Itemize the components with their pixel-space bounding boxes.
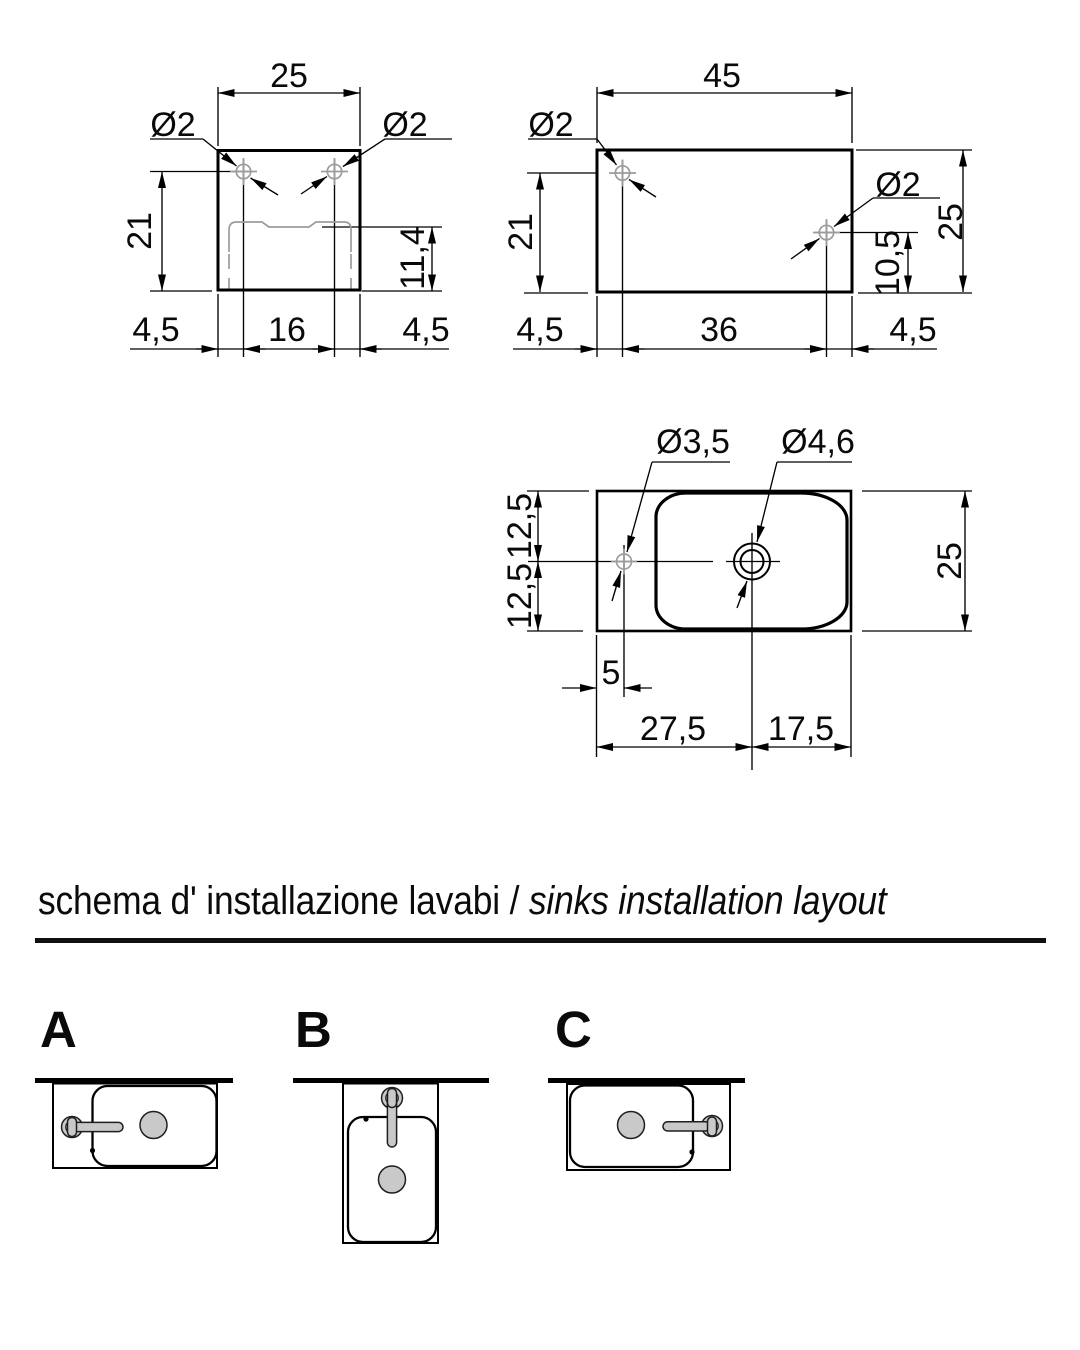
construction-lines bbox=[527, 462, 972, 770]
leader-arrow bbox=[343, 139, 385, 167]
layout-b bbox=[343, 1084, 438, 1244]
faucet-handle bbox=[388, 1089, 397, 1108]
dim-hole-right: Ø2 bbox=[875, 166, 921, 204]
dim-depth-bottom: 12,5 bbox=[501, 562, 539, 630]
dim-depth: 25 bbox=[931, 542, 969, 580]
leader-arrow bbox=[757, 462, 777, 542]
dim-faucet-from-left: 27,5 bbox=[639, 710, 707, 748]
faucet-spout bbox=[663, 1122, 710, 1131]
installation-layouts bbox=[35, 1001, 745, 1243]
dim-height: 25 bbox=[932, 203, 970, 241]
drain bbox=[379, 1166, 406, 1193]
rear-view-45-drawing bbox=[502, 57, 972, 357]
layout-a bbox=[53, 1084, 217, 1169]
leader-arrow bbox=[301, 177, 327, 195]
hidden-basin-sides bbox=[229, 254, 351, 289]
faucet-handle bbox=[708, 1117, 717, 1136]
dim-depth-top: 12,5 bbox=[501, 492, 539, 560]
dim-holes-spacing: 16 bbox=[268, 311, 306, 349]
leader-arrow bbox=[597, 139, 617, 165]
layout-a-label: A bbox=[40, 1001, 77, 1058]
dim-margin-right: 4,5 bbox=[402, 311, 450, 349]
hole-crosshairs bbox=[609, 160, 840, 247]
dim-overflow-hole: Ø3,5 bbox=[656, 423, 730, 461]
layout-c bbox=[567, 1084, 730, 1170]
layout-b-label: B bbox=[295, 1001, 332, 1058]
title-divider bbox=[35, 938, 1046, 943]
leader-arrow bbox=[203, 139, 237, 166]
dim-hole-right: Ø2 bbox=[382, 106, 428, 144]
leader-arrow bbox=[737, 581, 747, 608]
dim-margin-left: 4,5 bbox=[132, 311, 180, 349]
rear-view-25-drawing bbox=[121, 57, 452, 357]
dim-faucet-hole: Ø4,6 bbox=[781, 423, 855, 461]
sink-outline bbox=[597, 150, 852, 292]
overflow-dot bbox=[90, 1148, 95, 1153]
dim-margin-right: 4,5 bbox=[889, 311, 937, 349]
dim-hole-left: Ø2 bbox=[528, 106, 574, 144]
dim-hole-left-height: 21 bbox=[502, 213, 540, 251]
dim-hole-left: Ø2 bbox=[150, 106, 196, 144]
overflow-hole-crosshair bbox=[611, 549, 637, 575]
leader-arrow bbox=[627, 462, 652, 552]
dim-faucet-from-right: 17,5 bbox=[767, 710, 835, 748]
dim-width: 45 bbox=[703, 57, 741, 95]
dim-hole-right-height: 10,5 bbox=[869, 229, 907, 297]
dim-rim-height: 11,4 bbox=[394, 226, 432, 290]
drain bbox=[140, 1112, 167, 1139]
section-title bbox=[38, 881, 887, 921]
leader-arrow bbox=[251, 178, 279, 195]
hole-crosshairs bbox=[230, 158, 348, 185]
dim-holes-spacing: 36 bbox=[700, 311, 738, 349]
top-view-drawing bbox=[501, 423, 972, 770]
faucet-handle bbox=[68, 1118, 77, 1137]
faucet-spout bbox=[73, 1122, 123, 1131]
drain bbox=[618, 1112, 645, 1139]
leader-arrow bbox=[612, 571, 621, 601]
dim-margin-left: 4,5 bbox=[516, 311, 564, 349]
section-title-english: sinks installation layout bbox=[528, 879, 887, 923]
overflow-dot bbox=[363, 1116, 368, 1121]
dim-width: 25 bbox=[270, 57, 308, 95]
dim-holes-height: 21 bbox=[121, 212, 159, 250]
layout-c-label: C bbox=[555, 1001, 592, 1058]
overflow-dot bbox=[689, 1149, 694, 1154]
leader-arrow bbox=[791, 239, 820, 260]
section-title-italian: schema d' installazione lavabi / bbox=[38, 879, 529, 923]
dim-overflow-offset: 5 bbox=[601, 654, 621, 692]
leader-arrow bbox=[629, 180, 656, 198]
